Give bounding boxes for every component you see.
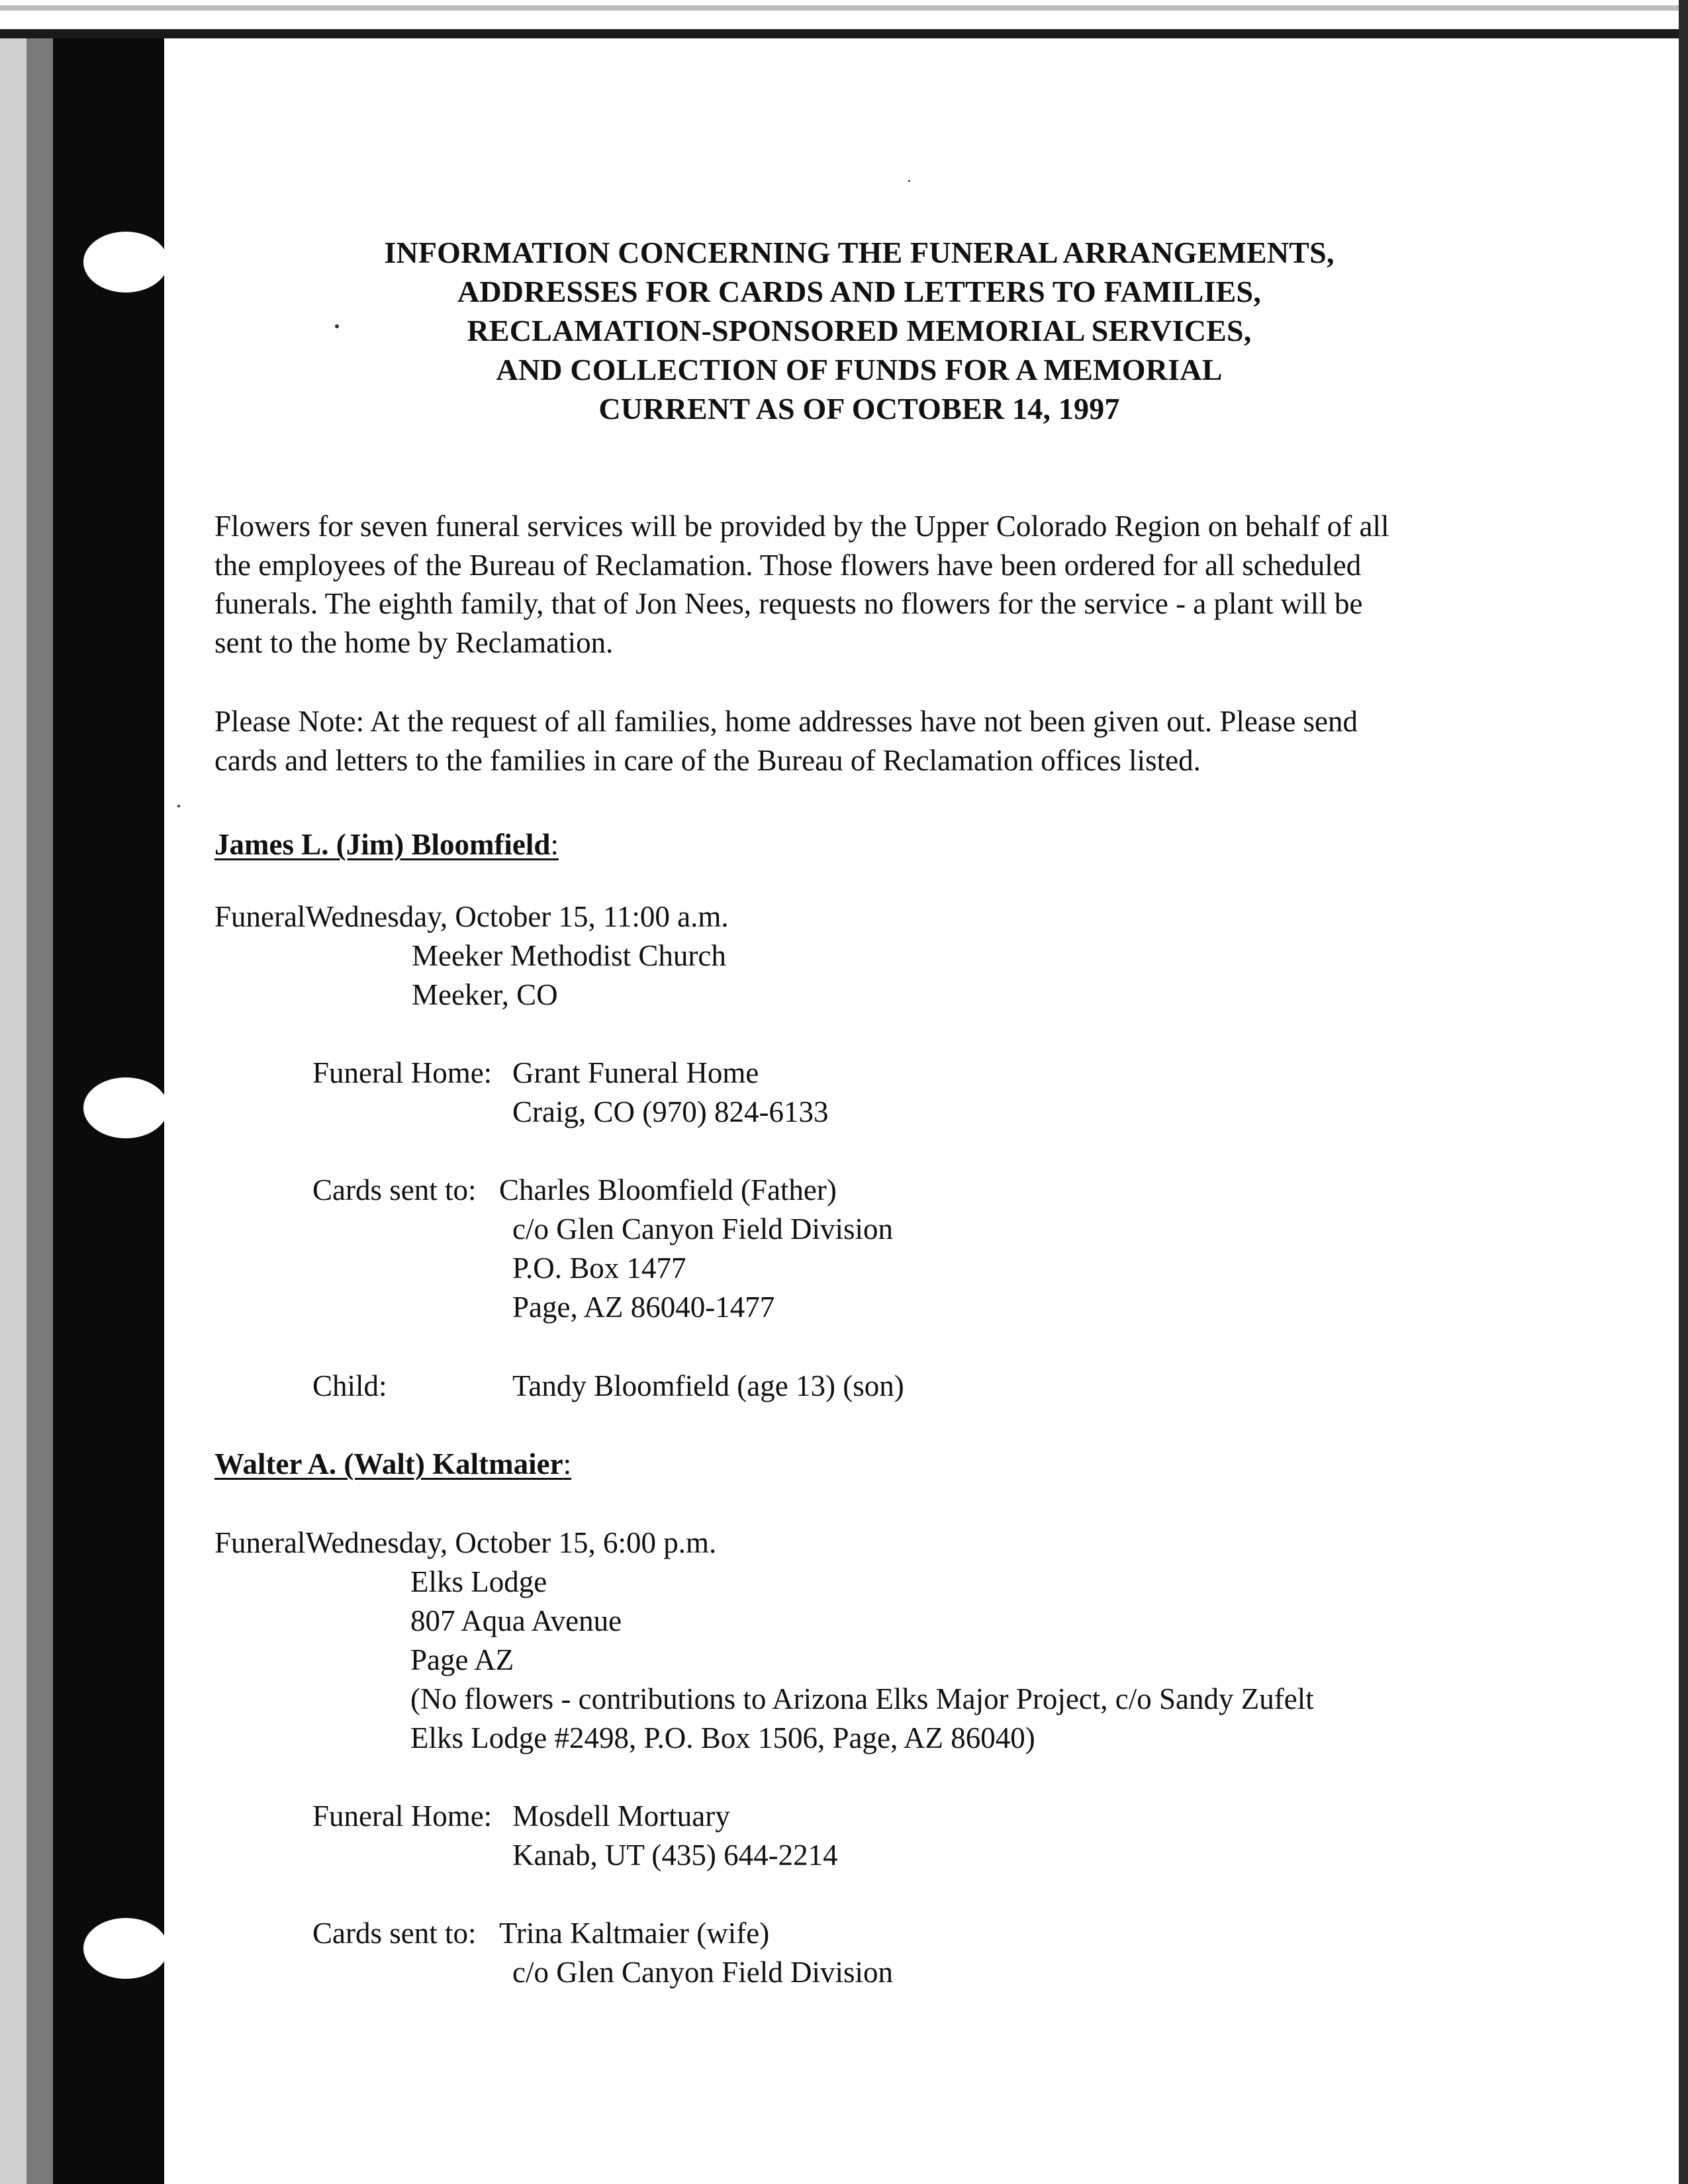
cards-recipient: Charles Bloomfield (Father) xyxy=(499,1173,837,1206)
punch-hole-middle xyxy=(83,1077,168,1138)
cards-label: Cards sent to: xyxy=(312,1917,477,1950)
funeral-location: Meeker, CO xyxy=(412,978,558,1011)
document-heading xyxy=(164,233,1554,428)
funeral-home-contact: Kanab, UT (435) 644-2214 xyxy=(512,1839,838,1872)
funeral-home-contact: Craig, CO (970) 824-6133 xyxy=(512,1095,829,1128)
funeral-location: Elks Lodge xyxy=(410,1565,547,1598)
scan-speck xyxy=(177,805,180,807)
scan-border-left-edge xyxy=(0,0,26,2184)
scan-border-top xyxy=(0,0,1688,38)
child-name: Tandy Bloomfield (age 13) (son) xyxy=(512,1369,904,1402)
heading-line: ADDRESSES FOR CARDS AND LETTERS TO FAMILIES, xyxy=(457,275,1262,308)
paragraph-line: Please Note: At the request of all families, home addresses have not been given out. Please send xyxy=(214,705,1358,738)
punch-hole-bottom xyxy=(83,1918,168,1979)
funeral-location: Meeker Methodist Church xyxy=(412,939,726,972)
cards-address: Page, AZ 86040-1477 xyxy=(512,1291,775,1324)
person-name-colon: : xyxy=(563,1447,572,1480)
person-name: Walter A. (Walt) Kaltmaier xyxy=(214,1447,563,1480)
paragraph-line: the employees of the Bureau of Reclamation. Those flowers have been ordered for all scheduled xyxy=(214,548,1362,582)
paragraph-line: sent to the home by Reclamation. xyxy=(214,625,614,659)
heading-line: CURRENT AS OF OCTOBER 14, 1997 xyxy=(598,392,1120,426)
heading-line: INFORMATION CONCERNING THE FUNERAL ARRANGEMENTS, xyxy=(384,236,1335,269)
child-label: Child: xyxy=(312,1369,387,1402)
cards-address: c/o Glen Canyon Field Division xyxy=(512,1956,893,1989)
person-heading xyxy=(214,1445,571,1483)
funeral-line xyxy=(214,897,729,936)
funeral-home-label: Funeral Home: xyxy=(312,1056,492,1089)
heading-line: RECLAMATION-SPONSORED MEMORIAL SERVICES, xyxy=(467,314,1252,347)
funeral-date-time: Wednesday, October 15, 6:00 p.m. xyxy=(305,1526,717,1559)
funeral-label: Funeral xyxy=(214,900,306,933)
funeral-label: Funeral xyxy=(214,1526,306,1559)
funeral-date-time: Wednesday, October 15, 11:00 a.m. xyxy=(305,900,729,933)
funeral-location: 807 Aqua Avenue xyxy=(410,1604,622,1637)
paragraph-line: funerals. The eighth family, that of Jon Nees, requests no flowers for the service - a plant will be xyxy=(214,587,1363,620)
paragraph-line: cards and letters to the families in care of the Bureau of Reclamation offices listed. xyxy=(214,743,1201,777)
person-name: James L. (Jim) Bloomfield xyxy=(214,828,551,861)
person-name-colon: : xyxy=(550,828,559,861)
paragraph-line: Flowers for seven funeral services will be provided by the Upper Colorado Region on behalf of all xyxy=(214,510,1389,543)
scan-speck xyxy=(908,180,910,182)
scan-border-left-shade xyxy=(26,0,53,2184)
funeral-home-name: Grant Funeral Home xyxy=(512,1056,759,1089)
person-heading xyxy=(214,825,559,864)
funeral-home-label: Funeral Home: xyxy=(312,1799,492,1833)
funeral-location: Page AZ xyxy=(410,1643,514,1676)
cards-address: P.O. Box 1477 xyxy=(512,1251,686,1285)
funeral-location: Elks Lodge #2498, P.O. Box 1506, Page, AZ 86040) xyxy=(410,1721,1035,1754)
cards-label: Cards sent to: xyxy=(312,1173,477,1206)
punch-hole-top xyxy=(83,232,168,293)
cards-address: c/o Glen Canyon Field Division xyxy=(512,1212,893,1246)
intro-paragraph xyxy=(214,507,1525,662)
cards-recipient: Trina Kaltmaier (wife) xyxy=(499,1917,770,1950)
funeral-line xyxy=(214,1524,716,1562)
heading-line: AND COLLECTION OF FUNDS FOR A MEMORIAL xyxy=(496,353,1223,387)
funeral-location: (No flowers - contributions to Arizona Elks Major Project, c/o Sandy Zufelt xyxy=(410,1682,1314,1715)
funeral-home-name: Mosdell Mortuary xyxy=(512,1799,730,1833)
scan-speck xyxy=(335,324,339,328)
note-paragraph xyxy=(214,702,1525,780)
scan-border-right xyxy=(1679,0,1688,2184)
